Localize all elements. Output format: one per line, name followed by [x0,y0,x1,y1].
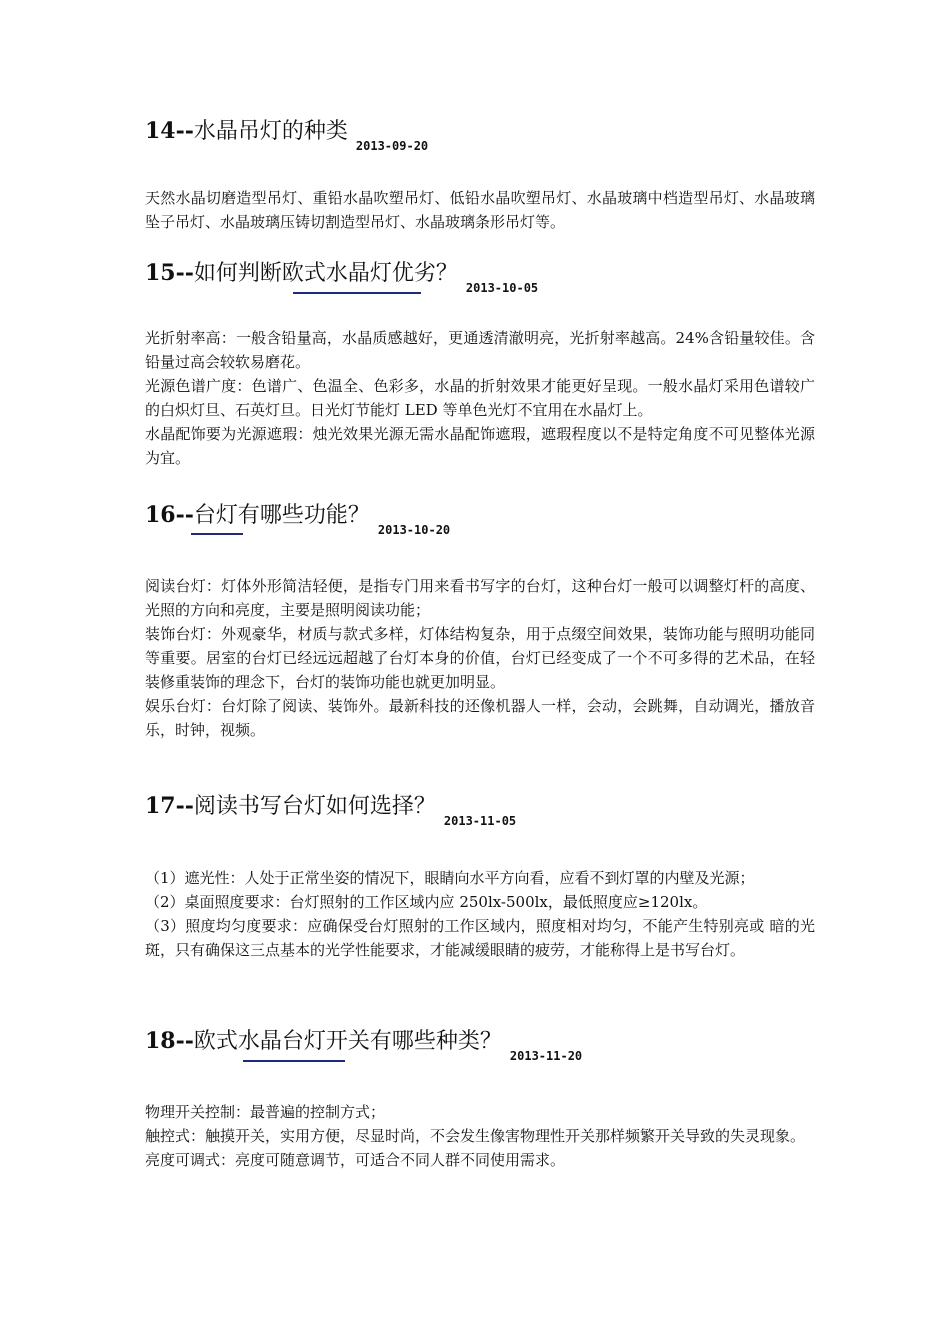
section-title: 如何判断欧式水晶灯优劣？ [193,261,458,286]
section-body [145,186,815,234]
section-body [145,866,815,962]
section-15 [145,256,815,467]
section-number: 17-- [145,793,194,819]
section-date: 2013-11-20 [509,1049,583,1063]
paragraph: 光折射率高：一般含铅量高，水晶质感越好，更通透清澈明亮，光折射率越高。24%含铅量较佳。含铅量过高会较软易磨花。 [145,329,815,371]
section-number: 18-- [145,1028,194,1054]
paragraph: （3）照度均匀度要求：应确保受台灯照射的工作区域内，照度相对均匀，不能产生特别亮或 暗的光斑，只有确保这三点基本的光学性能要求，才能减缓眼睛的疲劳，才能称得上是书写台灯。 [145,917,815,959]
section-title: 阅读书写台灯如何选择？ [193,794,436,819]
section-18 [145,1024,815,1169]
section-title: 欧式水晶台灯开关有哪些种类？ [193,1029,502,1054]
section-number: 16-- [145,502,194,528]
section-heading [145,789,815,829]
title-underline [243,1060,345,1062]
paragraph: 水晶配饰要为光源遮瑕：烛光效果光源无需水晶配饰遮瑕，遮瑕程度以不是特定角度不可见整体光源为宜。 [145,425,815,467]
paragraph: 阅读台灯：灯体外形简洁轻便，是指专门用来看书写字的台灯，这种台灯一般可以调整灯杆的高度、光照的方向和亮度，主要是照明阅读功能； [145,577,815,619]
paragraph: 亮度可调式：亮度可随意调节，可适合不同人群不同使用需求。 [145,1151,566,1169]
section-number: 14-- [145,118,194,144]
paragraph: 触控式：触摸开关，实用方便，尽显时尚，不会发生像害物理性开关那样频繁开关导致的失灵现象。 [145,1127,806,1145]
section-date: 2013-09-20 [355,139,429,153]
section-heading [145,256,815,296]
paragraph: （2）桌面照度要求：台灯照射的工作区域内应 250lx-500lx，最低照度应≥120lx。 [145,893,708,911]
section-body [145,1100,815,1172]
paragraph: 物理开关控制：最普遍的控制方式； [145,1103,386,1121]
section-heading [145,114,815,154]
section-body [145,326,815,470]
section-date: 2013-10-05 [465,281,539,295]
section-number: 15-- [145,260,194,286]
section-16 [145,498,815,739]
section-heading [145,1024,815,1064]
paragraph: 天然水晶切磨造型吊灯、重铅水晶吹塑吊灯、低铅水晶吹塑吊灯、水晶玻璃中档造型吊灯、水晶玻璃坠子吊灯、水晶玻璃压铸切割造型吊灯、水晶玻璃条形吊灯等。 [145,189,815,231]
section-17 [145,789,815,959]
section-date: 2013-10-20 [377,523,451,537]
section-14 [145,114,815,231]
paragraph: 娱乐台灯：台灯除了阅读、装饰外。最新科技的还像机器人一样，会动，会跳舞，自动调光，播放音乐，时钟，视频。 [145,697,815,739]
section-body [145,574,815,742]
title-underline [293,292,421,294]
paragraph: （1）遮光性：人处于正常坐姿的情况下，眼睛向水平方向看，应看不到灯罩的内壁及光源； [145,869,755,887]
section-heading [145,498,815,538]
title-underline [191,533,243,535]
section-title: 水晶吊灯的种类 [193,119,348,144]
section-date: 2013-11-05 [443,814,517,828]
paragraph: 光源色谱广度：色谱广、色温全、色彩多，水晶的折射效果才能更好呈现。一般水晶灯采用色谱较广的白炽灯旦、石英灯旦。日光灯节能灯 LED 等单色光灯不宜用在水晶灯上。 [145,377,815,419]
paragraph: 装饰台灯：外观豪华，材质与款式多样，灯体结构复杂，用于点缀空间效果，装饰功能与照明功能同等重要。居室的台灯已经远远超越了台灯本身的价值，台灯已经变成了一个不可多得的艺术品，在轻装修重装饰的理念下，台灯的装饰功能也就更加明显。 [145,625,815,691]
section-title: 台灯有哪些功能？ [193,503,370,528]
